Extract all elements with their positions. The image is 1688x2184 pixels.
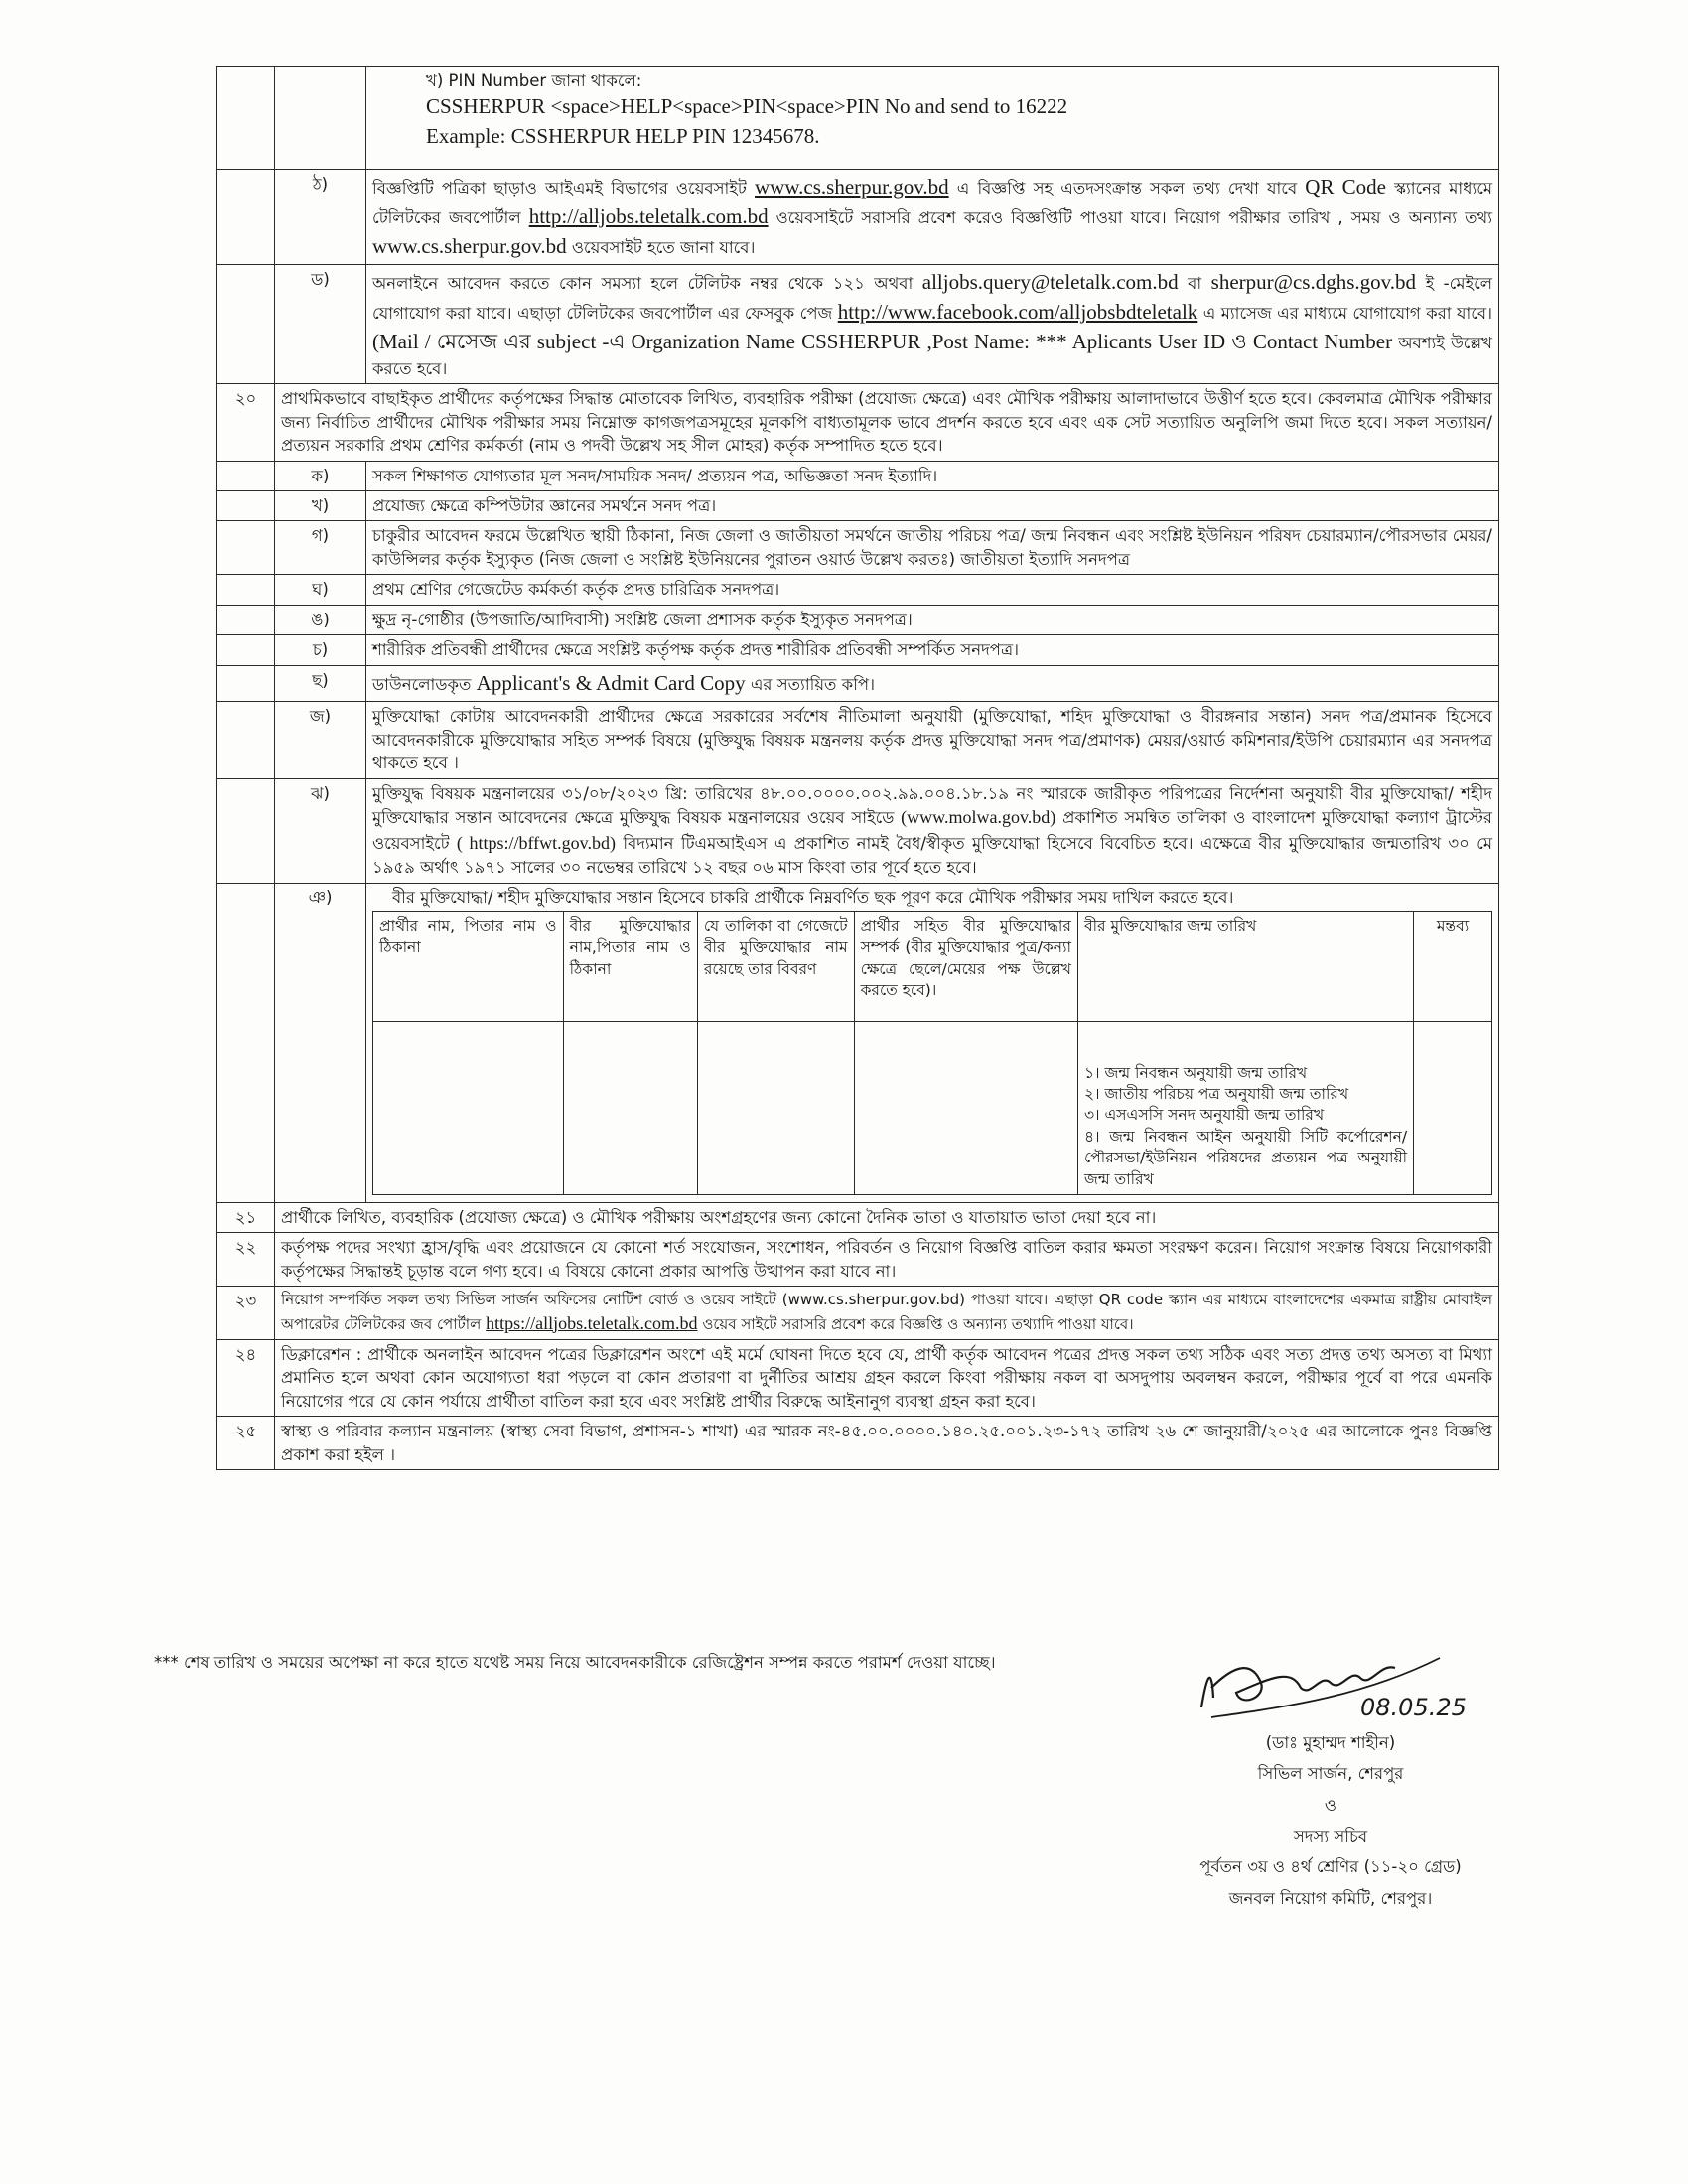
dob-item: ১। জন্ম নিবন্ধন অনুযায়ী জন্ম তারিখ (1083, 1063, 1308, 1082)
tha-text-4: ওয়েবসাইট হতে জানা যাবে। (571, 237, 756, 257)
dob-item: ২। জাতীয় পরিচয় পত্র অনুযায়ী জন্ম তারিখ (1083, 1085, 1349, 1104)
letter-jha: ঝ) (275, 778, 366, 883)
committee-line-1: পূর্বতন ৩য় ও ৪র্থ শ্রেণির (১১-২০ গ্রেড) (1199, 1857, 1462, 1877)
sub-letter: খ) (275, 490, 366, 520)
footnote: *** শেষ তারিখ ও সময়ের অপেক্ষা না করে হাতে যথেষ্ট সময় নিয়ে আবেদনকারীকে রেজিষ্ট্রেশন সম্পন্ন করতে পরামর্শ দেওয়া যাচ্ছে। (154, 1653, 996, 1672)
row-sec24 (217, 1340, 1499, 1417)
jha-molwa-link[interactable]: (www.molwa.gov.bd) (901, 807, 1056, 828)
sub-letter: ঘ) (275, 575, 366, 605)
sec24-num: ২৪ (217, 1340, 275, 1417)
item-nya (366, 883, 1499, 1202)
dda-or: বা (1188, 274, 1202, 294)
item-cha (366, 665, 1499, 702)
sec23-link[interactable]: https://alljobs.teletalk.com.bd (486, 1312, 698, 1333)
row-tha (217, 170, 1499, 265)
jha-text-3: বিদ্যমান টিএমআইএস এ প্রকাশিত নামই বৈধ/স্বীকৃত মুক্তিযোদ্ধা হিসেবে বিবেচিত হবে। এক্ষেত্রে বীর মুক্তিযোদ্ধার জন্মতারিখ ৩০ মে ১৯৫৯ অর্থাৎ ১৯৭১ সালের ৩০ নভেম্বর তারিখে ১২ বছর ০৬ মাস কিংবা তার পূর্বে হতে হবে। (372, 833, 1493, 878)
item-tha (366, 170, 1499, 265)
signer-name: (ডাঃ মুহাম্মদ শাহীন) (1265, 1733, 1396, 1752)
sub-text: প্রযোজ্য ক্ষেত্রে কম্পিউটার জ্ঞানের সমর্থনে সনদ পত্র। (366, 490, 1499, 520)
form-body-row (373, 1021, 1492, 1194)
sec20-sub-row (217, 635, 1499, 665)
sub-text: সকল শিক্ষাগত যোগ্যতার মূল সনদ/সাময়িক সনদ/ প্রত্যয়ন পত্র, অভিজ্ঞতা সনদ ইত্যাদি। (366, 461, 1499, 490)
form-field-empty[interactable] (1414, 1021, 1492, 1194)
row-ja (217, 702, 1499, 778)
tha-text-mid: এ বিজ্ঞপ্তি সহ এতদসংক্রান্ত সকল তথ্য দেখা যাবে (956, 179, 1298, 198)
sub-letter: ঙ) (275, 605, 366, 634)
letter-cha: ছ) (275, 665, 366, 702)
dob-item: ৩। এসএসসি সনদ অনুযায়ী জন্ম তারিখ (1083, 1106, 1325, 1125)
sec21-text: প্রার্থীকে লিখিত, ব্যবহারিক (প্রযোজ্য ক্ষেত্রে) ও মৌখিক পরীক্ষায় অংশগ্রহণের জন্য কোনো দৈনিক ভাতা ও যাতায়াত ভাতা দেয়া হবে না। (275, 1202, 1499, 1232)
form-header-cell: যে তালিকা বা গেজেটে বীর মুক্তিযোদ্ধার নাম রয়েছে তার বিবরণ (697, 911, 854, 1021)
row-jha (217, 778, 1499, 883)
tha-website-link[interactable]: www.cs.sherpur.gov.bd (755, 175, 949, 199)
sub-letter: চ) (275, 635, 366, 665)
sec20-num: ২০ (217, 384, 275, 461)
sec23-content (275, 1287, 1499, 1340)
row-pin (217, 67, 1499, 170)
sec20-sub-row (217, 575, 1499, 605)
signature-block (1122, 1638, 1539, 1914)
freedom-fighter-form (372, 911, 1492, 1195)
nya-text: বীর মুক্তিযোদ্ধা/ শহীদ মুক্তিযোদ্ধার সন্তান হিসেবে চাকরি প্রার্থীকে নিম্নবর্ণিত ছক পূরণ করে মৌখিক পরীক্ষার সময় দাখিল করতে হবে। (392, 887, 1234, 907)
tha-text-pre: বিজ্ঞপ্তিটি পত্রিকা ছাড়াও আইএমই বিভাগের ওয়েবসাইট (372, 179, 747, 198)
tha-alljobs-link[interactable]: http://alljobs.teletalk.com.bd (528, 204, 769, 228)
form-header-cell: মন্তব্য (1414, 911, 1492, 1021)
pin-heading: খ) PIN Number জানা থাকলে: (426, 71, 642, 90)
pin-format: CSSHERPUR <space>HELP<space>PIN<space>PIN No and send to 16222 (426, 94, 1068, 119)
sec25-num: ২৫ (217, 1417, 275, 1470)
row-dda (217, 265, 1499, 384)
sec20-sub-row (217, 461, 1499, 490)
sec20-sub-row (217, 490, 1499, 520)
tha-qr-code: QR Code (1305, 175, 1386, 199)
jha-text-2: প্রকাশিত সমন্বিত তালিকা ও বাংলাদেশ মুক্তিযোদ্ধা কল্যাণ ট্রাস্টের ওয়েবসাইটে (372, 808, 1492, 853)
form-field-empty[interactable] (697, 1021, 854, 1194)
sec22-num: ২২ (217, 1233, 275, 1287)
row-sec21 (217, 1202, 1499, 1232)
dda-text-4: অবশ্যই উল্লেখ করতে হবে। (372, 334, 1492, 378)
signature-date: 08.05.25 (1360, 1694, 1467, 1721)
dda-facebook-link[interactable]: http://www.facebook.com/alljobsbdteletalk (837, 300, 1198, 325)
form-field-empty[interactable] (854, 1021, 1077, 1194)
form-header-cell: প্রার্থীর নাম, পিতার নাম ও ঠিকানা (373, 911, 564, 1021)
letter-dda: ড) (275, 265, 366, 384)
signer-role: সদস্য সচিব (1293, 1827, 1368, 1846)
form-field-empty[interactable] (563, 1021, 697, 1194)
form-header-cell: প্রার্থীর সহিত বীর মুক্তিযোদ্ধার সম্পর্ক (বীর মুক্তিযোদ্ধার পুত্র/কন্যা ক্ষেত্রে ছেলে/মেয়ের পক্ষ উল্লেখ করতে হবে)। (854, 911, 1077, 1021)
sec23-text-2: ওয়েব সাইটে সরাসরি প্রবেশ করে বিজ্ঞপ্তি ও অন্যান্য তথ্যাদি পাওয়া যাবে। (702, 1314, 1134, 1333)
sub-text: প্রথম শ্রেণির গেজেটেড কর্মকর্তা কর্তৃক প্রদত্ত চারিত্রিক সনদপত্র। (366, 575, 1499, 605)
form-field-empty[interactable] (373, 1021, 564, 1194)
handwritten-signature (1182, 1638, 1479, 1727)
item-dda (366, 265, 1499, 384)
dob-list (1077, 1021, 1413, 1194)
cell-num-empty (217, 67, 275, 170)
sec24-text: ডিক্লারেশন : প্রার্থীকে অনলাইন আবেদন পত্রের ডিক্লারেশন অংশে এই মর্মে ঘোষনা দিতে হবে যে, প্রার্থী কর্তৃক আবেদন পত্রের প্রদত্ত সকল তথ্য সঠিক এবং সত্য প্রদত্ত তথ্য অসত্য বা মিথ্যা প্রমানিত হলে অথবা কোন অযোগ্যতা ধরা পড়লে বা কোন প্রতারণা বা দুর্নীতির আশ্রয় গ্রহন করলে কিংবা পরীক্ষায় নকল বা অসদুপায় অবলম্বন করলে, পরীক্ষার পূর্বে বা পরে এমনকি নিয়োগের পরে যে কোন পর্যায়ে প্রার্থীতা বাতিল করা হবে এবং সংশ্লিষ্ট প্রার্থীর বিরুদ্ধে আইনানুগ ব্যবস্থা গ্রহন করা হবে। (275, 1340, 1499, 1417)
sec20-sub-items (217, 461, 1499, 665)
pin-example: Example: CSSHERPUR HELP PIN 12345678. (426, 124, 820, 149)
sec23-text-1: নিয়োগ সম্পর্কিত সকল তথ্য সিভিল সার্জন অফিসের নোটিশ বোর্ড ও ওয়েব সাইটে (www.cs.sherpur.gov.bd) পাওয়া যাবে। এছাড়া QR code স্ক্যান এর মাধ্যমে বাংলাদেশের একমাত্র রাষ্ট্রীয় মোবাইল অপারেটর টেলিটকের জব পোর্টাল (281, 1291, 1492, 1333)
row-sec23 (217, 1287, 1499, 1340)
letter-nya: ঞ) (275, 883, 366, 1202)
committee-line-2: জনবল নিয়োগ কমিটি, শেরপুর। (1228, 1888, 1433, 1908)
sec20-sub-row (217, 521, 1499, 575)
form-header-cell: বীর মুক্তিযোদ্ধার জন্ম তারিখ (1077, 911, 1413, 1021)
form-header-row (373, 911, 1492, 1021)
sub-text: শারীরিক প্রতিবন্ধী প্রার্থীদের ক্ষেত্রে সংশ্লিষ্ট কর্তৃপক্ষ কর্তৃক প্রদত্ত শারীরিক প্রতিবন্ধী সম্পর্কিত সনদপত্র। (366, 635, 1499, 665)
dob-item: ৪। জন্ম নিবন্ধন আইন অনুযায়ী সিটি কর্পোরেশন/ পৌরসভা/ইউনিয়ন পরিষদের প্রত্যয়ন পত্র অনুযায়ী জন্ম তারিখ (1083, 1127, 1408, 1188)
dda-mail-subject: (Mail / মেসেজ এর subject -এ Organization Name CSSHERPUR ,Post Name: *** Aplicants User ID ও Contact Number (372, 330, 1393, 354)
row-sec22 (217, 1233, 1499, 1287)
sec20-intro: প্রাথমিকভাবে বাছাইকৃত প্রার্থীদের কর্তৃপক্ষের সিদ্ধান্ত মোতাবেক লিখিত, ব্যবহারিক পরীক্ষা (প্রযোজ্য ক্ষেত্রে) এবং মৌখিক পরীক্ষায় আলাদাভাবে উত্তীর্ণ হতে হবে। কেবলমাত্র মৌখিক পরীক্ষার জন্য নির্বাচিত প্রার্থীদের মৌখিক পরীক্ষার সময় নিম্নোক্ত কাগজপত্রসমূহের মূলকপি বাধ্যতামূলক ভাবে প্রদর্শন করতে হবে এবং এক সেট সত্যায়িত অনুলিপি জমা দিতে হবে। সকল সত্যায়ন/প্রত্যয়ন সরকারি প্রথম শ্রেণির কর্মকর্তা (নাম ও পদবী উল্লেখ সহ সীল মোহর) কর্তৃক সম্পাদিত হতে হবে। (275, 384, 1499, 461)
tha-website2-link[interactable]: www.cs.sherpur.gov.bd (372, 233, 567, 258)
form-header-cell: বীর মুক্তিযোদ্ধার নাম,পিতার নাম ও ঠিকানা (563, 911, 697, 1021)
cell-letter-empty (275, 67, 366, 170)
dda-email2-link[interactable]: sherpur@cs.dghs.gov.bd (1210, 270, 1417, 295)
item-ja: মুক্তিযোদ্ধা কোটায় আবেদনকারী প্রার্থীদের ক্ষেত্রে সরকারের সর্বশেষ নীতিমালা অনুযায়ী (মুক্তিযোদ্ধা, শহিদ মুক্তিযোদ্ধা ও বীরঙ্গনার সন্তান) সনদ পত্র/প্রমানক হিসেবে আবেদনকারীকে মুক্তিযোদ্ধার সহিত সম্পর্ক বিষয়ে (মুক্তিযুদ্ধ বিষয়ক মন্ত্রনলয় কর্তৃক প্রদত্ত মুক্তিযোদ্ধা সনদ পত্র/প্রমাণক) মেয়র/ওয়ার্ড কমিশনার/ইউপি চেয়ারম্যান এর সনদপত্র থাকতে হবে । (366, 702, 1499, 778)
notice-table (216, 66, 1499, 1470)
cha-pre: ডাউনলোডকৃত (372, 674, 472, 694)
sec20-sub-row (217, 605, 1499, 634)
sub-text: চাকুরীর আবেদন ফরমে উল্লেখিত স্থায়ী ঠিকানা, নিজ জেলা ও জাতীয়তা সমর্থনে জাতীয় পরিচয় পত্র/ জন্ম নিবন্ধন এবং সংশ্লিষ্ট ইউনিয়ন পরিষদ চেয়ারম্যান/পৌরসভার মেয়র/কাউন্সিলর কর্তৃক ইস্যুকৃত (নিজ জেলা ও সংশ্লিষ্ট ইউনিয়নের পুরাতন ওয়ার্ড উল্লেখ করতঃ) জাতীয়তা ইত্যাদি সনদপত্র (366, 521, 1499, 575)
dda-email1-link[interactable]: alljobs.query@teletalk.com.bd (921, 270, 1179, 295)
letter-ja: জ) (275, 702, 366, 778)
tha-text-2: স্ক্যানের মাধ্যমে টেলিটকের জবপোর্টাল (372, 179, 1493, 227)
row-sec20 (217, 384, 1499, 461)
signer-title: সিভিল সার্জন, শেরপুর (1257, 1764, 1404, 1784)
cha-en: Applicant's & Admit Card Copy (476, 670, 746, 695)
sub-letter: গ) (275, 521, 366, 575)
row-nya (217, 883, 1499, 1202)
sec21-num: ২১ (217, 1202, 275, 1232)
letter-tha: ঠ) (275, 170, 366, 265)
sub-text: ক্ষুদ্র নৃ-গোষ্ঠীর (উপজাতি/আদিবাসী) সংশ্লিষ্ট জেলা প্রশাসক কর্তৃক ইস্যুকৃত সনদপত্র। (366, 605, 1499, 634)
sec22-text: কর্তৃপক্ষ পদের সংখ্যা হ্রাস/বৃদ্ধি এবং প্রয়োজনে যে কোনো শর্ত সংযোজন, সংশোধন, পরিবর্তন ও নিয়োগ বিজ্ঞপ্তি বাতিল করার ক্ষমতা সংরক্ষণ করেন। নিয়োগ সংক্রান্ত বিষয়ে নিয়োগকারী কর্তৃপক্ষের সিদ্ধান্তই চূড়ান্ত বলে গণ্য হবে। এ বিষয়ে কোনো প্রকার আপত্তি উত্থাপন করা যাবে না। (275, 1233, 1499, 1287)
row-cha (217, 665, 1499, 702)
sec25-text: স্বাস্থ্য ও পরিবার কল্যান মন্ত্রনালয় (স্বাস্থ্য সেবা বিভাগ, প্রশাসন-১ শাখা) এর স্মারক নং-৪৫.০০.০০০০.১৪০.২৫.০০১.২৩-১৭২ তারিখ ২৬ শে জানুয়ারী/২০২৫ এর আলোকে পুনঃ বিজ্ঞপ্তি প্রকাশ করা হইল । (275, 1417, 1499, 1470)
sec23-num: ২৩ (217, 1287, 275, 1340)
cha-post: এর সত্যায়িত কপি। (750, 674, 876, 694)
pin-section (366, 67, 1499, 170)
dda-text-3: এ ম্যাসেজ এর মাধ্যমে যোগাযোগ করা যাবে। (1202, 304, 1493, 324)
dda-text-1: অনলাইনে আবেদন করতে কোন সমস্যা হলে টেলিটক নম্বর থেকে ১২১ অথবা (372, 274, 914, 294)
signer-and: ও (1324, 1795, 1337, 1815)
item-jha (366, 778, 1499, 883)
jha-text-1: মুক্তিযুদ্ধ বিষয়ক মন্ত্রনালয়ের ৩১/০৮/২০২৩ খ্রি: তারিখের ৪৮.০০.০০০০.০০২.৯৯.০০৪.১৮.১৯ নং স্মারকে জারীকৃত পরিপত্রের নির্দেশনা অনুযায়ী বীর মুক্তিযোদ্ধা/ শহীদ মুক্তিযোদ্ধার সন্তান আবেদনের ক্ষেত্রে মুক্তিযুদ্ধ বিষয়ক মন্ত্রনালয়ের ওয়েব সাইডে (372, 783, 1492, 828)
sub-letter: ক) (275, 461, 366, 490)
dda-text-2: ই -মেইলে যোগাযোগ করা যাবে। এছাড়া টেলিটকের জবপোর্টাল এর ফেসবুক পেজ (372, 274, 1493, 324)
row-sec25 (217, 1417, 1499, 1470)
jha-bffwt-link[interactable]: ( https://bffwt.gov.bd) (456, 832, 617, 853)
tha-text-3: ওয়েবসাইটে সরাসরি প্রবেশ করেও বিজ্ঞপ্তিটি পাওয়া যাবে। নিয়োগ পরীক্ষার তারিখ , সময় ও অন্যান্য তথ্য (775, 207, 1492, 227)
